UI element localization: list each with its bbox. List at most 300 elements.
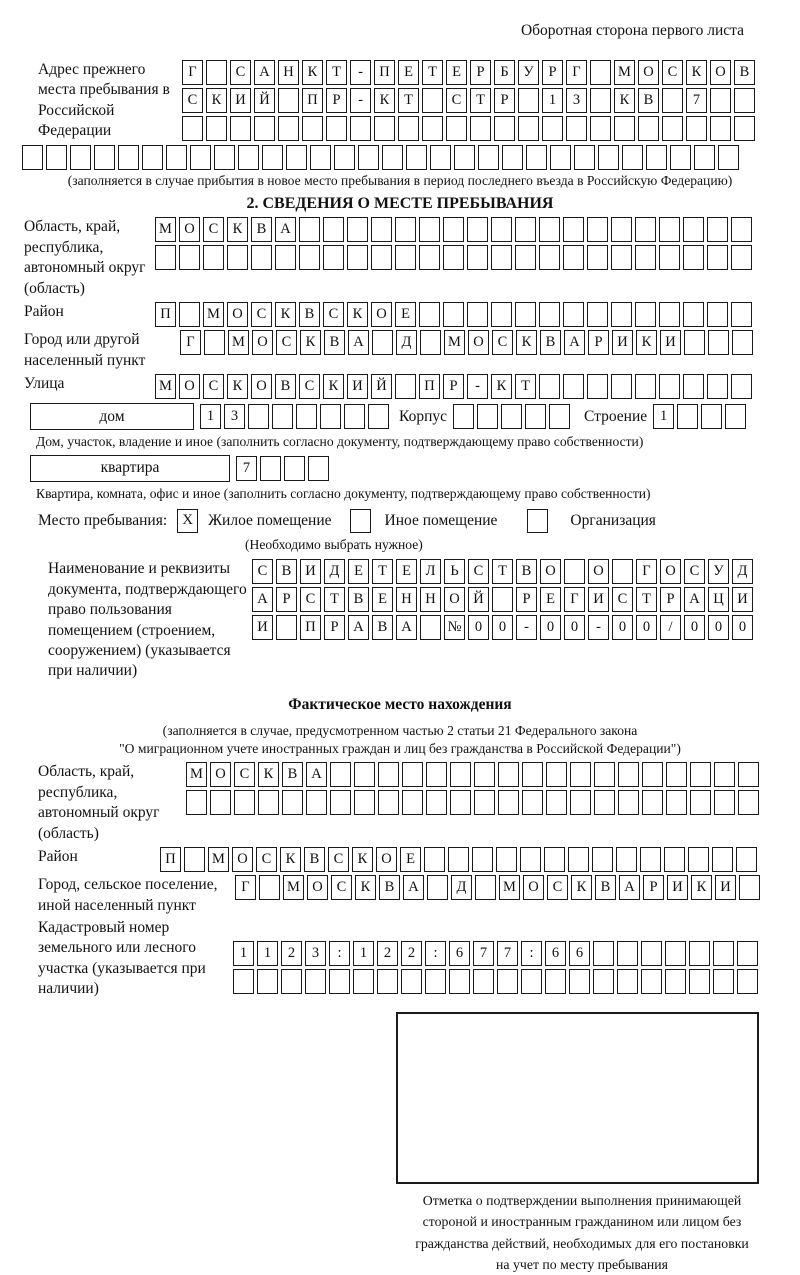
dom-box[interactable]: дом [30, 403, 194, 430]
char-cell[interactable]: Г [636, 559, 657, 584]
char-cell[interactable] [227, 245, 248, 270]
zhiloe-checkbox[interactable]: X [177, 509, 198, 533]
char-cell[interactable]: Т [398, 88, 419, 113]
char-cell[interactable]: А [348, 330, 369, 355]
char-cell[interactable]: И [252, 615, 273, 640]
char-cell[interactable] [635, 374, 656, 399]
char-cell[interactable]: И [660, 330, 681, 355]
char-cell[interactable]: Г [564, 587, 585, 612]
char-cell[interactable] [598, 145, 619, 170]
char-cell[interactable] [275, 245, 296, 270]
char-cell[interactable]: С [684, 559, 705, 584]
char-cell[interactable]: О [588, 559, 609, 584]
char-cell[interactable]: В [516, 559, 537, 584]
char-cell[interactable]: П [302, 88, 323, 113]
char-cell[interactable]: С [203, 374, 224, 399]
char-cell[interactable] [142, 145, 163, 170]
char-cell[interactable] [734, 88, 755, 113]
char-cell[interactable] [206, 116, 227, 141]
char-cell[interactable]: 7 [473, 941, 494, 966]
char-cell[interactable] [731, 302, 752, 327]
char-cell[interactable]: К [636, 330, 657, 355]
char-cell[interactable] [347, 245, 368, 270]
char-cell[interactable] [454, 145, 475, 170]
char-cell[interactable] [732, 330, 753, 355]
char-cell[interactable] [563, 245, 584, 270]
char-cell[interactable]: О [179, 217, 200, 242]
char-cell[interactable] [502, 145, 523, 170]
char-cell[interactable] [563, 374, 584, 399]
char-cell[interactable] [659, 217, 680, 242]
char-cell[interactable] [522, 762, 543, 787]
char-cell[interactable]: А [619, 875, 640, 900]
char-cell[interactable]: М [444, 330, 465, 355]
char-cell[interactable]: С [182, 88, 203, 113]
char-cell[interactable] [612, 559, 633, 584]
char-cell[interactable] [368, 404, 389, 429]
char-cell[interactable]: С [230, 60, 251, 85]
char-cell[interactable]: С [662, 60, 683, 85]
char-cell[interactable]: Т [492, 559, 513, 584]
char-cell[interactable] [155, 245, 176, 270]
char-cell[interactable] [690, 762, 711, 787]
char-cell[interactable]: Е [372, 587, 393, 612]
char-cell[interactable]: К [347, 302, 368, 327]
char-cell[interactable] [539, 374, 560, 399]
char-cell[interactable] [689, 941, 710, 966]
char-cell[interactable] [497, 969, 518, 994]
char-cell[interactable] [260, 456, 281, 481]
char-cell[interactable]: О [710, 60, 731, 85]
char-cell[interactable] [230, 116, 251, 141]
char-cell[interactable]: 2 [401, 941, 422, 966]
char-cell[interactable] [592, 847, 613, 872]
char-cell[interactable] [430, 145, 451, 170]
char-cell[interactable] [467, 245, 488, 270]
char-cell[interactable] [166, 145, 187, 170]
char-cell[interactable] [563, 302, 584, 327]
char-cell[interactable] [542, 116, 563, 141]
char-cell[interactable] [518, 116, 539, 141]
char-cell[interactable] [640, 847, 661, 872]
char-cell[interactable]: Р [542, 60, 563, 85]
char-cell[interactable]: К [374, 88, 395, 113]
char-cell[interactable]: К [227, 217, 248, 242]
char-cell[interactable]: А [252, 587, 273, 612]
char-cell[interactable] [306, 790, 327, 815]
char-cell[interactable]: - [516, 615, 537, 640]
char-cell[interactable]: И [732, 587, 753, 612]
char-cell[interactable]: М [203, 302, 224, 327]
char-cell[interactable] [617, 969, 638, 994]
char-cell[interactable] [282, 790, 303, 815]
char-cell[interactable] [642, 790, 663, 815]
char-cell[interactable]: П [155, 302, 176, 327]
char-cell[interactable]: Н [278, 60, 299, 85]
char-cell[interactable] [354, 762, 375, 787]
char-cell[interactable] [419, 302, 440, 327]
char-cell[interactable]: Т [636, 587, 657, 612]
char-cell[interactable] [570, 762, 591, 787]
char-cell[interactable]: М [228, 330, 249, 355]
char-cell[interactable]: О [638, 60, 659, 85]
char-cell[interactable]: № [444, 615, 465, 640]
char-cell[interactable] [707, 374, 728, 399]
char-cell[interactable]: М [155, 217, 176, 242]
char-cell[interactable] [683, 302, 704, 327]
char-cell[interactable]: 0 [564, 615, 585, 640]
char-cell[interactable] [539, 245, 560, 270]
char-cell[interactable]: М [186, 762, 207, 787]
char-cell[interactable] [664, 847, 685, 872]
char-cell[interactable]: Д [732, 559, 753, 584]
char-cell[interactable] [443, 245, 464, 270]
char-cell[interactable] [539, 217, 560, 242]
char-cell[interactable] [401, 969, 422, 994]
char-cell[interactable] [427, 875, 448, 900]
char-cell[interactable] [686, 116, 707, 141]
char-cell[interactable]: С [299, 374, 320, 399]
char-cell[interactable]: 3 [305, 941, 326, 966]
char-cell[interactable]: Г [182, 60, 203, 85]
char-cell[interactable]: Р [494, 88, 515, 113]
char-cell[interactable] [618, 790, 639, 815]
char-cell[interactable]: И [667, 875, 688, 900]
char-cell[interactable]: И [230, 88, 251, 113]
char-cell[interactable] [518, 88, 539, 113]
char-cell[interactable] [203, 245, 224, 270]
char-cell[interactable]: 0 [708, 615, 729, 640]
char-cell[interactable]: И [347, 374, 368, 399]
char-cell[interactable]: Ц [708, 587, 729, 612]
char-cell[interactable]: В [324, 330, 345, 355]
char-cell[interactable] [475, 875, 496, 900]
char-cell[interactable] [248, 404, 269, 429]
char-cell[interactable]: Р [643, 875, 664, 900]
char-cell[interactable]: Р [660, 587, 681, 612]
char-cell[interactable]: Р [588, 330, 609, 355]
char-cell[interactable]: К [323, 374, 344, 399]
char-cell[interactable] [473, 969, 494, 994]
char-cell[interactable] [734, 116, 755, 141]
char-cell[interactable]: С [251, 302, 272, 327]
char-cell[interactable] [278, 88, 299, 113]
char-cell[interactable] [622, 145, 643, 170]
char-cell[interactable] [467, 217, 488, 242]
char-cell[interactable] [736, 847, 757, 872]
char-cell[interactable] [683, 217, 704, 242]
char-cell[interactable]: Р [443, 374, 464, 399]
char-cell[interactable]: Р [276, 587, 297, 612]
char-cell[interactable] [515, 302, 536, 327]
char-cell[interactable]: А [396, 615, 417, 640]
char-cell[interactable]: О [468, 330, 489, 355]
char-cell[interactable]: М [155, 374, 176, 399]
char-cell[interactable]: 1 [200, 404, 221, 429]
char-cell[interactable] [259, 875, 280, 900]
char-cell[interactable] [731, 374, 752, 399]
char-cell[interactable] [179, 245, 200, 270]
char-cell[interactable]: А [564, 330, 585, 355]
char-cell[interactable] [358, 145, 379, 170]
char-cell[interactable] [496, 847, 517, 872]
char-cell[interactable] [22, 145, 43, 170]
char-cell[interactable] [406, 145, 427, 170]
char-cell[interactable] [710, 88, 731, 113]
char-cell[interactable]: - [588, 615, 609, 640]
char-cell[interactable] [739, 875, 760, 900]
char-cell[interactable] [326, 116, 347, 141]
char-cell[interactable] [190, 145, 211, 170]
char-cell[interactable]: Б [494, 60, 515, 85]
char-cell[interactable] [646, 145, 667, 170]
char-cell[interactable] [707, 302, 728, 327]
char-cell[interactable]: 0 [468, 615, 489, 640]
char-cell[interactable] [618, 762, 639, 787]
char-cell[interactable] [350, 116, 371, 141]
char-cell[interactable]: Д [396, 330, 417, 355]
char-cell[interactable]: Е [396, 559, 417, 584]
char-cell[interactable]: В [638, 88, 659, 113]
char-cell[interactable]: В [282, 762, 303, 787]
char-cell[interactable] [683, 374, 704, 399]
char-cell[interactable] [449, 969, 470, 994]
char-cell[interactable] [284, 456, 305, 481]
char-cell[interactable] [701, 404, 722, 429]
char-cell[interactable]: И [588, 587, 609, 612]
char-cell[interactable]: Е [400, 847, 421, 872]
char-cell[interactable]: С [252, 559, 273, 584]
char-cell[interactable] [710, 116, 731, 141]
char-cell[interactable]: А [306, 762, 327, 787]
char-cell[interactable] [563, 217, 584, 242]
char-cell[interactable]: В [379, 875, 400, 900]
char-cell[interactable]: 0 [684, 615, 705, 640]
char-cell[interactable] [353, 969, 374, 994]
char-cell[interactable]: М [283, 875, 304, 900]
char-cell[interactable] [570, 790, 591, 815]
char-cell[interactable] [402, 790, 423, 815]
char-cell[interactable] [323, 217, 344, 242]
char-cell[interactable] [308, 456, 329, 481]
char-cell[interactable] [491, 217, 512, 242]
char-cell[interactable] [278, 116, 299, 141]
char-cell[interactable] [694, 145, 715, 170]
char-cell[interactable]: В [299, 302, 320, 327]
char-cell[interactable] [738, 762, 759, 787]
char-cell[interactable]: К [352, 847, 373, 872]
char-cell[interactable] [420, 330, 441, 355]
char-cell[interactable]: 6 [449, 941, 470, 966]
char-cell[interactable] [425, 969, 446, 994]
char-cell[interactable]: О [251, 374, 272, 399]
char-cell[interactable] [372, 330, 393, 355]
char-cell[interactable]: 7 [236, 456, 257, 481]
char-cell[interactable] [450, 762, 471, 787]
char-cell[interactable] [443, 302, 464, 327]
char-cell[interactable] [617, 941, 638, 966]
char-cell[interactable] [238, 145, 259, 170]
char-cell[interactable]: В [734, 60, 755, 85]
inoe-checkbox[interactable] [350, 509, 371, 533]
char-cell[interactable] [738, 790, 759, 815]
char-cell[interactable]: К [614, 88, 635, 113]
char-cell[interactable]: А [403, 875, 424, 900]
char-cell[interactable] [641, 969, 662, 994]
char-cell[interactable]: О [227, 302, 248, 327]
char-cell[interactable]: К [491, 374, 512, 399]
char-cell[interactable]: П [419, 374, 440, 399]
char-cell[interactable] [712, 847, 733, 872]
char-cell[interactable]: : [425, 941, 446, 966]
char-cell[interactable]: Р [326, 88, 347, 113]
char-cell[interactable]: 0 [492, 615, 513, 640]
char-cell[interactable] [323, 245, 344, 270]
char-cell[interactable] [521, 969, 542, 994]
char-cell[interactable]: Н [396, 587, 417, 612]
char-cell[interactable]: О [540, 559, 561, 584]
char-cell[interactable]: К [280, 847, 301, 872]
char-cell[interactable]: С [446, 88, 467, 113]
char-cell[interactable] [713, 969, 734, 994]
char-cell[interactable]: А [348, 615, 369, 640]
char-cell[interactable]: О [444, 587, 465, 612]
char-cell[interactable]: Р [324, 615, 345, 640]
char-cell[interactable] [544, 847, 565, 872]
char-cell[interactable] [525, 404, 546, 429]
char-cell[interactable] [310, 145, 331, 170]
char-cell[interactable] [320, 404, 341, 429]
char-cell[interactable] [526, 145, 547, 170]
char-cell[interactable] [419, 245, 440, 270]
char-cell[interactable] [478, 145, 499, 170]
char-cell[interactable] [491, 302, 512, 327]
char-cell[interactable] [422, 88, 443, 113]
char-cell[interactable]: 6 [545, 941, 566, 966]
char-cell[interactable] [354, 790, 375, 815]
char-cell[interactable]: Р [516, 587, 537, 612]
char-cell[interactable] [714, 790, 735, 815]
char-cell[interactable] [642, 762, 663, 787]
char-cell[interactable] [378, 762, 399, 787]
char-cell[interactable]: Н [420, 587, 441, 612]
char-cell[interactable] [377, 969, 398, 994]
char-cell[interactable]: Д [451, 875, 472, 900]
char-cell[interactable] [546, 790, 567, 815]
char-cell[interactable] [662, 88, 683, 113]
char-cell[interactable] [498, 790, 519, 815]
char-cell[interactable] [494, 116, 515, 141]
char-cell[interactable] [574, 145, 595, 170]
char-cell[interactable]: Е [540, 587, 561, 612]
char-cell[interactable]: 1 [542, 88, 563, 113]
char-cell[interactable] [714, 762, 735, 787]
char-cell[interactable] [470, 116, 491, 141]
char-cell[interactable]: Т [372, 559, 393, 584]
char-cell[interactable]: Д [324, 559, 345, 584]
char-cell[interactable]: К [227, 374, 248, 399]
char-cell[interactable] [713, 941, 734, 966]
char-cell[interactable] [611, 302, 632, 327]
char-cell[interactable]: М [208, 847, 229, 872]
char-cell[interactable] [515, 217, 536, 242]
char-cell[interactable] [590, 88, 611, 113]
char-cell[interactable]: И [612, 330, 633, 355]
char-cell[interactable]: 2 [281, 941, 302, 966]
char-cell[interactable]: О [307, 875, 328, 900]
char-cell[interactable] [662, 116, 683, 141]
char-cell[interactable] [587, 302, 608, 327]
char-cell[interactable] [666, 762, 687, 787]
char-cell[interactable]: Й [468, 587, 489, 612]
char-cell[interactable]: Ь [444, 559, 465, 584]
char-cell[interactable] [374, 116, 395, 141]
char-cell[interactable] [477, 404, 498, 429]
char-cell[interactable] [344, 404, 365, 429]
char-cell[interactable]: А [275, 217, 296, 242]
char-cell[interactable]: - [350, 60, 371, 85]
char-cell[interactable]: Г [180, 330, 201, 355]
char-cell[interactable] [182, 116, 203, 141]
char-cell[interactable] [611, 217, 632, 242]
char-cell[interactable] [422, 116, 443, 141]
char-cell[interactable]: Й [254, 88, 275, 113]
char-cell[interactable] [659, 245, 680, 270]
char-cell[interactable]: Е [395, 302, 416, 327]
char-cell[interactable]: К [302, 60, 323, 85]
char-cell[interactable]: К [686, 60, 707, 85]
char-cell[interactable]: Л [420, 559, 441, 584]
char-cell[interactable] [296, 404, 317, 429]
char-cell[interactable] [395, 245, 416, 270]
char-cell[interactable]: 6 [569, 941, 590, 966]
char-cell[interactable] [515, 245, 536, 270]
char-cell[interactable] [420, 615, 441, 640]
char-cell[interactable] [257, 969, 278, 994]
char-cell[interactable]: Г [566, 60, 587, 85]
char-cell[interactable] [635, 302, 656, 327]
char-cell[interactable] [564, 559, 585, 584]
char-cell[interactable] [419, 217, 440, 242]
char-cell[interactable]: У [518, 60, 539, 85]
char-cell[interactable]: 3 [566, 88, 587, 113]
char-cell[interactable]: Г [235, 875, 256, 900]
char-cell[interactable]: В [540, 330, 561, 355]
char-cell[interactable] [204, 330, 225, 355]
char-cell[interactable] [587, 245, 608, 270]
char-cell[interactable] [214, 145, 235, 170]
char-cell[interactable]: П [374, 60, 395, 85]
char-cell[interactable] [398, 116, 419, 141]
char-cell[interactable] [234, 790, 255, 815]
char-cell[interactable]: К [571, 875, 592, 900]
char-cell[interactable] [659, 374, 680, 399]
char-cell[interactable] [545, 969, 566, 994]
char-cell[interactable] [424, 847, 445, 872]
char-cell[interactable] [474, 790, 495, 815]
char-cell[interactable] [670, 145, 691, 170]
char-cell[interactable]: Й [371, 374, 392, 399]
char-cell[interactable]: О [232, 847, 253, 872]
char-cell[interactable] [614, 116, 635, 141]
char-cell[interactable] [707, 245, 728, 270]
char-cell[interactable]: С [276, 330, 297, 355]
char-cell[interactable] [330, 762, 351, 787]
char-cell[interactable] [450, 790, 471, 815]
char-cell[interactable] [276, 615, 297, 640]
char-cell[interactable] [443, 217, 464, 242]
char-cell[interactable]: О [376, 847, 397, 872]
